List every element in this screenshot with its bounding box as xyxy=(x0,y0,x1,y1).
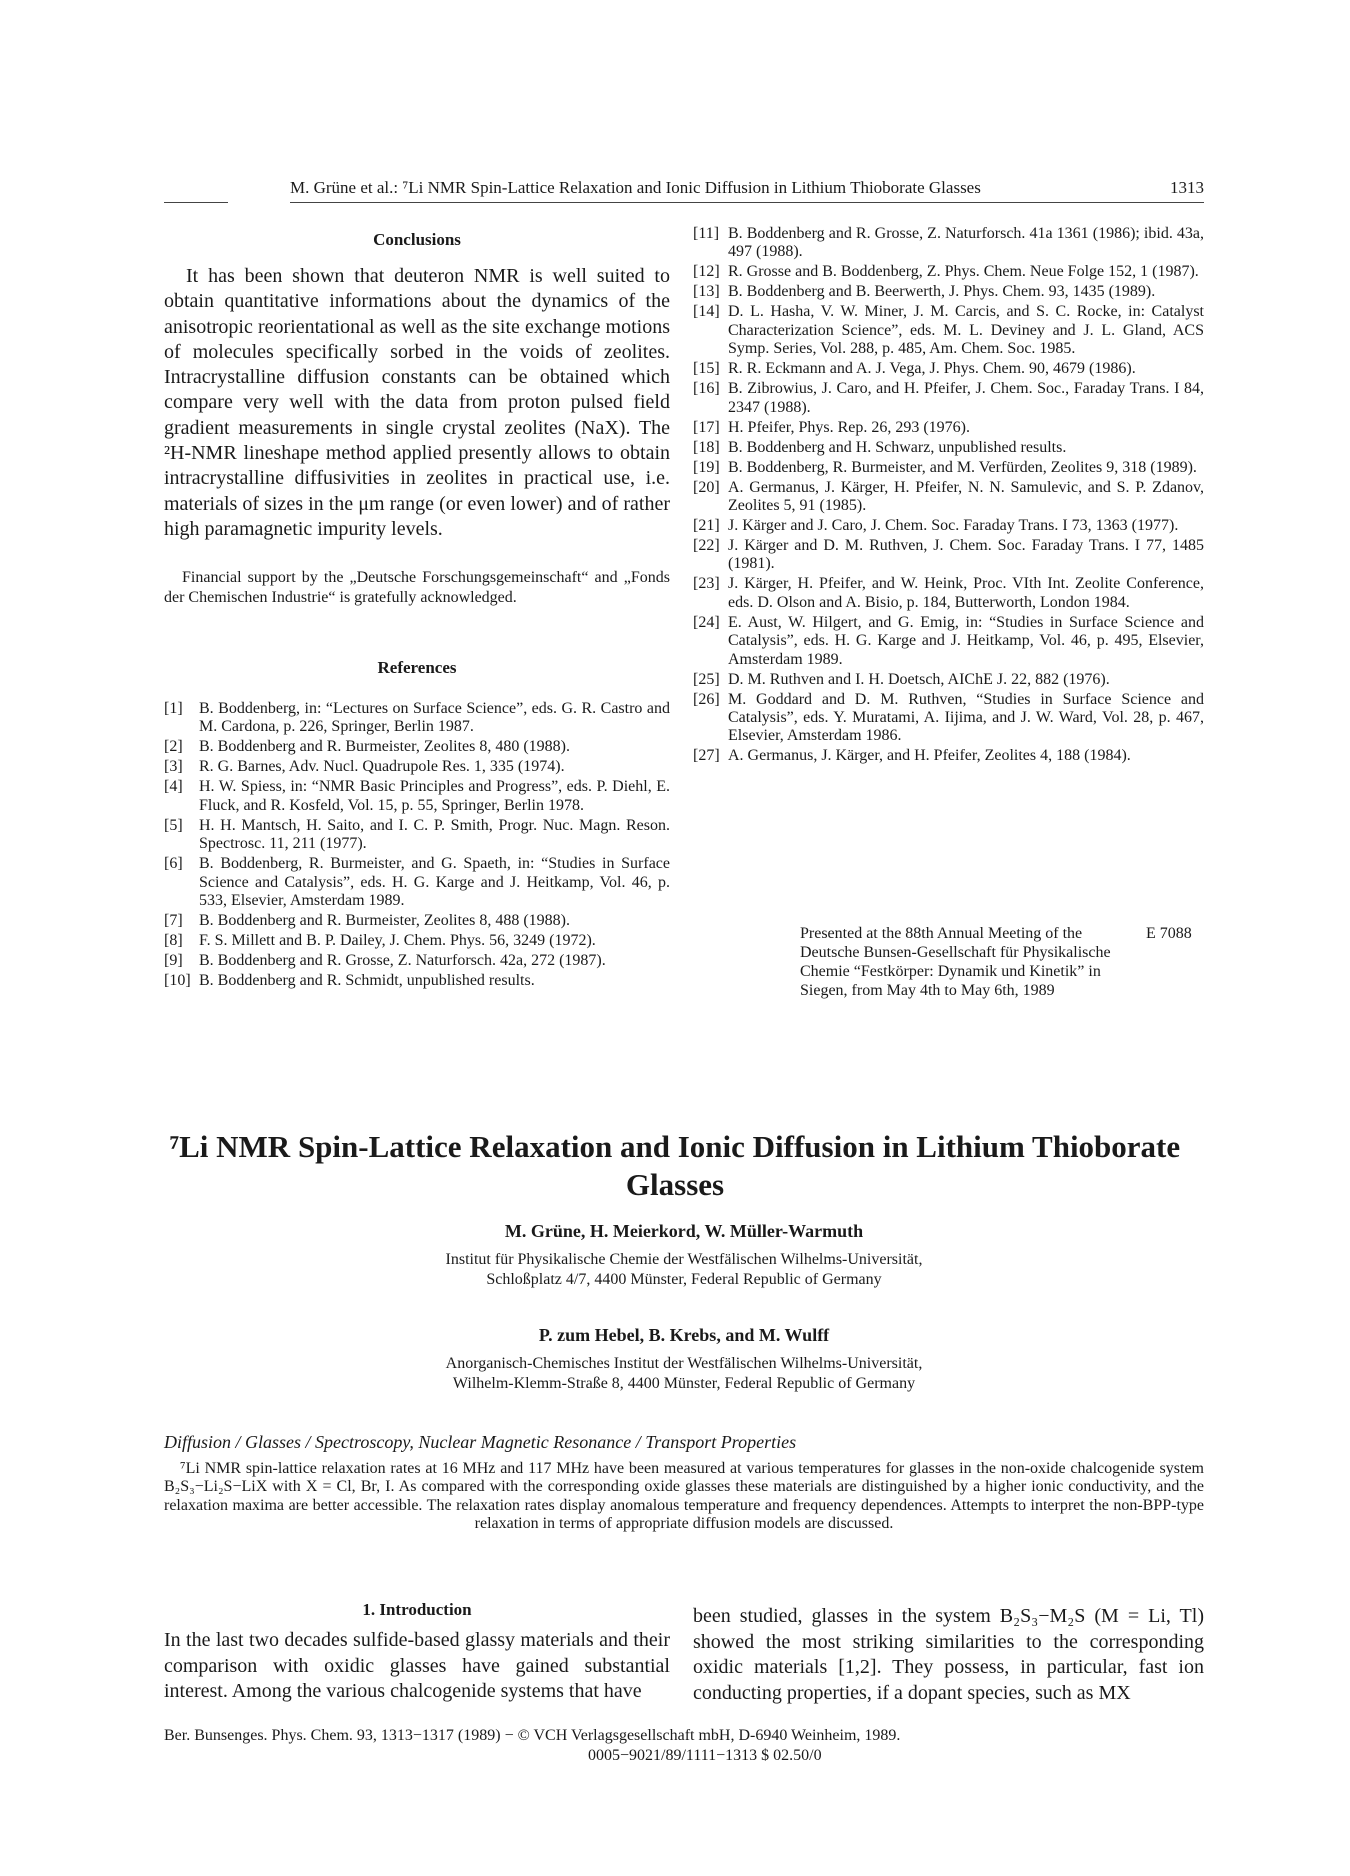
reference-text: B. Boddenberg and H. Schwarz, unpublished results. xyxy=(728,438,1067,456)
reference-text: J. Kärger, H. Pfeifer, and W. Heink, Proc. VIth Int. Zeolite Conference, eds. D. Olson and A. Bisio, p. 184, Butterworth, London 1984. xyxy=(728,575,1204,611)
page-number: 1313 xyxy=(1170,178,1204,197)
affiliation-2-line-1: Anorganisch-Chemisches Institut der Westfälischen Wilhelms-Universität, xyxy=(445,1355,923,1372)
reference-item xyxy=(693,517,1204,535)
reference-text: D. L. Hasha, V. W. Miner, J. M. Carcis, and S. C. Rocke, in: Catalyst Characterization Science”, eds. M. L. Deviney and J. L. Gland, ACS Symp. Series, Vol. 288, p. 485, Am. Chem. Soc. 1985. xyxy=(728,303,1204,358)
reference-item xyxy=(693,479,1204,516)
reference-text: R. Grosse and B. Boddenberg, Z. Phys. Chem. Neue Folge 152, 1 (1987). xyxy=(728,263,1199,281)
reference-text: B. Boddenberg and R. Schmidt, unpublished results. xyxy=(199,972,535,990)
reference-text: B. Boddenberg and R. Grosse, Z. Naturforsch. 41a 1361 (1986); ibid. 43a, 497 (1988). xyxy=(728,225,1204,261)
reference-text: J. Kärger and J. Caro, J. Chem. Soc. Faraday Trans. I 73, 1363 (1977). xyxy=(728,517,1179,535)
reference-number: [23] xyxy=(693,575,720,593)
abstract: ⁷Li NMR spin-lattice relaxation rates at 16 MHz and 117 MHz have been measured at various temperatures for glasses in the non-oxide chalcogenide system B₂S₃−Li₂S−LiX with X = Cl, Br, I. As compared with the corresponding oxide glasses these materials are distinguished by a higher ionic conductivity, and the relaxation maxima are better accessible. The relaxation rates display anomalous temperature and frequency dependences. Attempts to interpret the non-BPP-type relaxation in terms of appropriate diffusion models are discussed. xyxy=(164,1460,1204,1532)
reference-item xyxy=(693,459,1204,477)
presented-note: Presented at the 88th Annual Meeting of the Deutsche Bunsen-Gesellschaft für Physikalische Chemie “Festkörper: Dynamik und Kinetik” in Siegen, from May 4th to May 6th, 1989 xyxy=(800,925,1111,999)
reference-number: [14] xyxy=(693,303,720,321)
reference-number: [22] xyxy=(693,537,720,555)
reference-text: B. Boddenberg, in: “Lectures on Surface Science”, eds. G. R. Castro and M. Cardona, p. 226, Springer, Berlin 1987. xyxy=(199,700,670,736)
reference-text: F. S. Millett and B. P. Dailey, J. Chem. Phys. 56, 3249 (1972). xyxy=(199,932,596,950)
funding-acknowledgement: Financial support by the „Deutsche Forschungsgemeinschaft“ and „Fonds der Chemischen Industrie“ is gratefully acknowledged. xyxy=(164,569,670,607)
authors-group-2: P. zum Hebel, B. Krebs, and M. Wulff xyxy=(538,1325,830,1345)
reference-item xyxy=(693,380,1204,417)
reference-item xyxy=(164,932,670,950)
references-heading: References xyxy=(377,658,457,677)
reference-text: B. Boddenberg and R. Burmeister, Zeolites 8, 480 (1988). xyxy=(199,738,571,756)
references-right xyxy=(693,225,1204,767)
reference-number: [13] xyxy=(693,283,720,301)
reference-text: H. Pfeifer, Phys. Rep. 26, 293 (1976). xyxy=(728,418,970,436)
reference-item xyxy=(693,691,1204,746)
references-left xyxy=(164,658,670,992)
footer-citation: Ber. Bunsenges. Phys. Chem. 93, 1313−1317 (1989) − © VCH Verlagsgesellschaft mbH, D-6940 Weinheim, 1989. xyxy=(164,1727,901,1744)
affiliation-1-line-2: Schloßplatz 4/7, 4400 Münster, Federal Republic of Germany xyxy=(486,1271,882,1288)
reference-item xyxy=(164,855,670,910)
header-rule-left xyxy=(164,202,228,203)
introduction-left xyxy=(164,1600,670,1705)
header-rule xyxy=(290,202,1204,203)
reference-number: [15] xyxy=(693,360,720,378)
conclusions-heading: Conclusions xyxy=(373,230,461,249)
reference-number: [1] xyxy=(164,700,183,717)
reference-number: [6] xyxy=(164,855,183,873)
reference-item xyxy=(164,952,670,970)
reference-number: [27] xyxy=(693,747,720,765)
reference-text: B. Boddenberg and R. Grosse, Z. Naturforsch. 42a, 272 (1987). xyxy=(199,952,606,970)
reference-text: E. Aust, W. Hilgert, and G. Emig, in: “Studies in Surface Science and Catalysis”, eds. H. G. Karge and J. Heitkamp, Vol. 46, p. 495, Elsevier, Amsterdam 1989. xyxy=(728,613,1204,668)
reference-number: [17] xyxy=(693,418,720,436)
reference-number: [9] xyxy=(164,952,183,970)
reference-number: [7] xyxy=(164,912,183,930)
reference-item xyxy=(693,747,1204,765)
article-code: E 7088 xyxy=(1146,925,1192,942)
reference-text: A. Germanus, J. Kärger, H. Pfeifer, N. N. Samulevic, and S. P. Zdanov, Zeolites 5, 91 (1985). xyxy=(728,478,1204,515)
reference-number: [10] xyxy=(164,972,191,990)
reference-item xyxy=(693,225,1204,262)
reference-text: M. Goddard and D. M. Ruthven, “Studies in Surface Science and Catalysis”, eds. Y. Muratami, A. Iijima, and J. W. Ward, Vol. 28, p. 467, Elsevier, Amsterdam 1986. xyxy=(728,690,1204,745)
reference-item xyxy=(693,283,1204,301)
reference-number: [24] xyxy=(693,613,720,631)
article-title: ⁷Li NMR Spin-Lattice Relaxation and Ionic Diffusion in Lithium Thioborate Glasses xyxy=(169,1129,1181,1202)
reference-number: [2] xyxy=(164,738,183,756)
reference-text: J. Kärger and D. M. Ruthven, J. Chem. Soc. Faraday Trans. I 77, 1485 (1981). xyxy=(728,537,1204,573)
reference-item xyxy=(164,972,670,990)
reference-item xyxy=(164,912,670,930)
reference-text: B. Boddenberg and R. Burmeister, Zeolites 8, 488 (1988). xyxy=(199,912,571,930)
reference-number: [5] xyxy=(164,816,183,834)
reference-number: [16] xyxy=(693,380,720,398)
reference-text: B. Zibrowius, J. Caro, and H. Pfeifer, J. Chem. Soc., Faraday Trans. I 84, 2347 (1988). xyxy=(728,380,1204,416)
reference-number: [19] xyxy=(693,458,720,476)
keywords: Diffusion / Glasses / Spectroscopy, Nuclear Magnetic Resonance / Transport Properties xyxy=(164,1432,797,1452)
introduction-text-left: In the last two decades sulfide-based glassy materials and their comparison with oxidic glasses have gained substantial interest. Among the various chalcogenide systems that have xyxy=(164,1629,670,1702)
reference-item xyxy=(164,700,670,737)
reference-text: R. R. Eckmann and A. J. Vega, J. Phys. Chem. 90, 4679 (1986). xyxy=(728,360,1136,378)
reference-number: [20] xyxy=(693,478,720,496)
reference-text: B. Boddenberg and B. Beerwerth, J. Phys. Chem. 93, 1435 (1989). xyxy=(728,283,1156,301)
reference-number: [3] xyxy=(164,758,183,776)
reference-item xyxy=(693,263,1204,281)
authors-group-1: M. Grüne, H. Meierkord, W. Müller-Warmuth xyxy=(504,1221,864,1241)
reference-item xyxy=(693,303,1204,358)
conclusions-body: It has been shown that deuteron NMR is well suited to obtain quantitative informations about the dynamics of the anisotropic reorientational as well as the site exchange motions of molecules specifically sorbed in the voids of zeolites. Intracrystalline diffusion constants can be obtained which compare very well with the data from proton pulsed field gradient measurements in single crystal zeolites (NaX). The ²H-NMR lineshape method applied presently allows to obtain intracrystalline diffusivities in zeolites in practical use, i.e. materials of sizes in the μm range (or even lower) and of rather high paramagnetic impurity levels. xyxy=(164,265,670,540)
reference-item xyxy=(693,360,1204,378)
reference-text: H. W. Spiess, in: “NMR Basic Principles and Progress”, eds. P. Diehl, E. Fluck, and R. Kosfeld, Vol. 15, p. 55, Springer, Berlin 1978. xyxy=(199,778,670,814)
running-head xyxy=(290,178,1204,198)
reference-number: [12] xyxy=(693,263,720,281)
reference-item xyxy=(164,758,670,776)
reference-item xyxy=(693,439,1204,457)
reference-number: [11] xyxy=(693,225,720,242)
reference-text: R. G. Barnes, Adv. Nucl. Quadrupole Res. 1, 335 (1974). xyxy=(199,758,565,776)
reference-text: H. H. Mantsch, H. Saito, and I. C. P. Smith, Progr. Nuc. Magn. Reson. Spectrosc. 11, 211 (1977). xyxy=(199,816,670,853)
footer-code: 0005−9021/89/1111−1313 $ 02.50/0 xyxy=(588,1747,822,1764)
reference-text: B. Boddenberg, R. Burmeister, and M. Verfürden, Zeolites 9, 318 (1989). xyxy=(728,458,1197,476)
reference-number: [4] xyxy=(164,778,183,796)
reference-number: [26] xyxy=(693,690,720,708)
reference-text: D. M. Ruthven and I. H. Doetsch, AIChE J. 22, 882 (1976). xyxy=(728,670,1110,688)
affiliation-2-line-2: Wilhelm-Klemm-Straße 8, 4400 Münster, Federal Republic of Germany xyxy=(452,1375,916,1392)
reference-item xyxy=(693,671,1204,689)
reference-item xyxy=(693,614,1204,669)
reference-number: [18] xyxy=(693,438,720,456)
affiliation-1-line-1: Institut für Physikalische Chemie der Westfälischen Wilhelms-Universität, xyxy=(445,1251,923,1268)
running-head-text: M. Grüne et al.: ⁷Li NMR Spin-Lattice Relaxation and Ionic Diffusion in Lithium Thioborate Glasses xyxy=(290,178,981,197)
reference-item xyxy=(164,778,670,815)
reference-item xyxy=(693,575,1204,612)
reference-item xyxy=(693,537,1204,574)
reference-list-left xyxy=(164,700,670,990)
reference-text: B. Boddenberg, R. Burmeister, and G. Spaeth, in: “Studies in Surface Science and Catalysis”, eds. H. G. Karge and J. Heitkamp, Vol. 46, p. 533, Elsevier, Amsterdam 1989. xyxy=(199,855,670,910)
introduction-text-right: been studied, glasses in the system B₂S₃−M₂S (M = Li, Tl) showed the most striking similarities to the corresponding oxidic materials [1,2]. They possess, in particular, fast ion conducting properties, if a dopant species, such as MX xyxy=(693,1605,1204,1704)
conclusions-section xyxy=(164,230,670,608)
introduction-heading: 1. Introduction xyxy=(362,1600,472,1619)
reference-item xyxy=(164,817,670,854)
reference-list-right xyxy=(693,225,1204,766)
reference-number: [25] xyxy=(693,670,720,688)
reference-item xyxy=(693,419,1204,437)
reference-item xyxy=(164,738,670,756)
reference-number: [21] xyxy=(693,517,720,535)
introduction-right xyxy=(693,1604,1204,1706)
reference-number: [8] xyxy=(164,932,183,950)
reference-text: A. Germanus, J. Kärger, and H. Pfeifer, Zeolites 4, 188 (1984). xyxy=(728,747,1131,765)
